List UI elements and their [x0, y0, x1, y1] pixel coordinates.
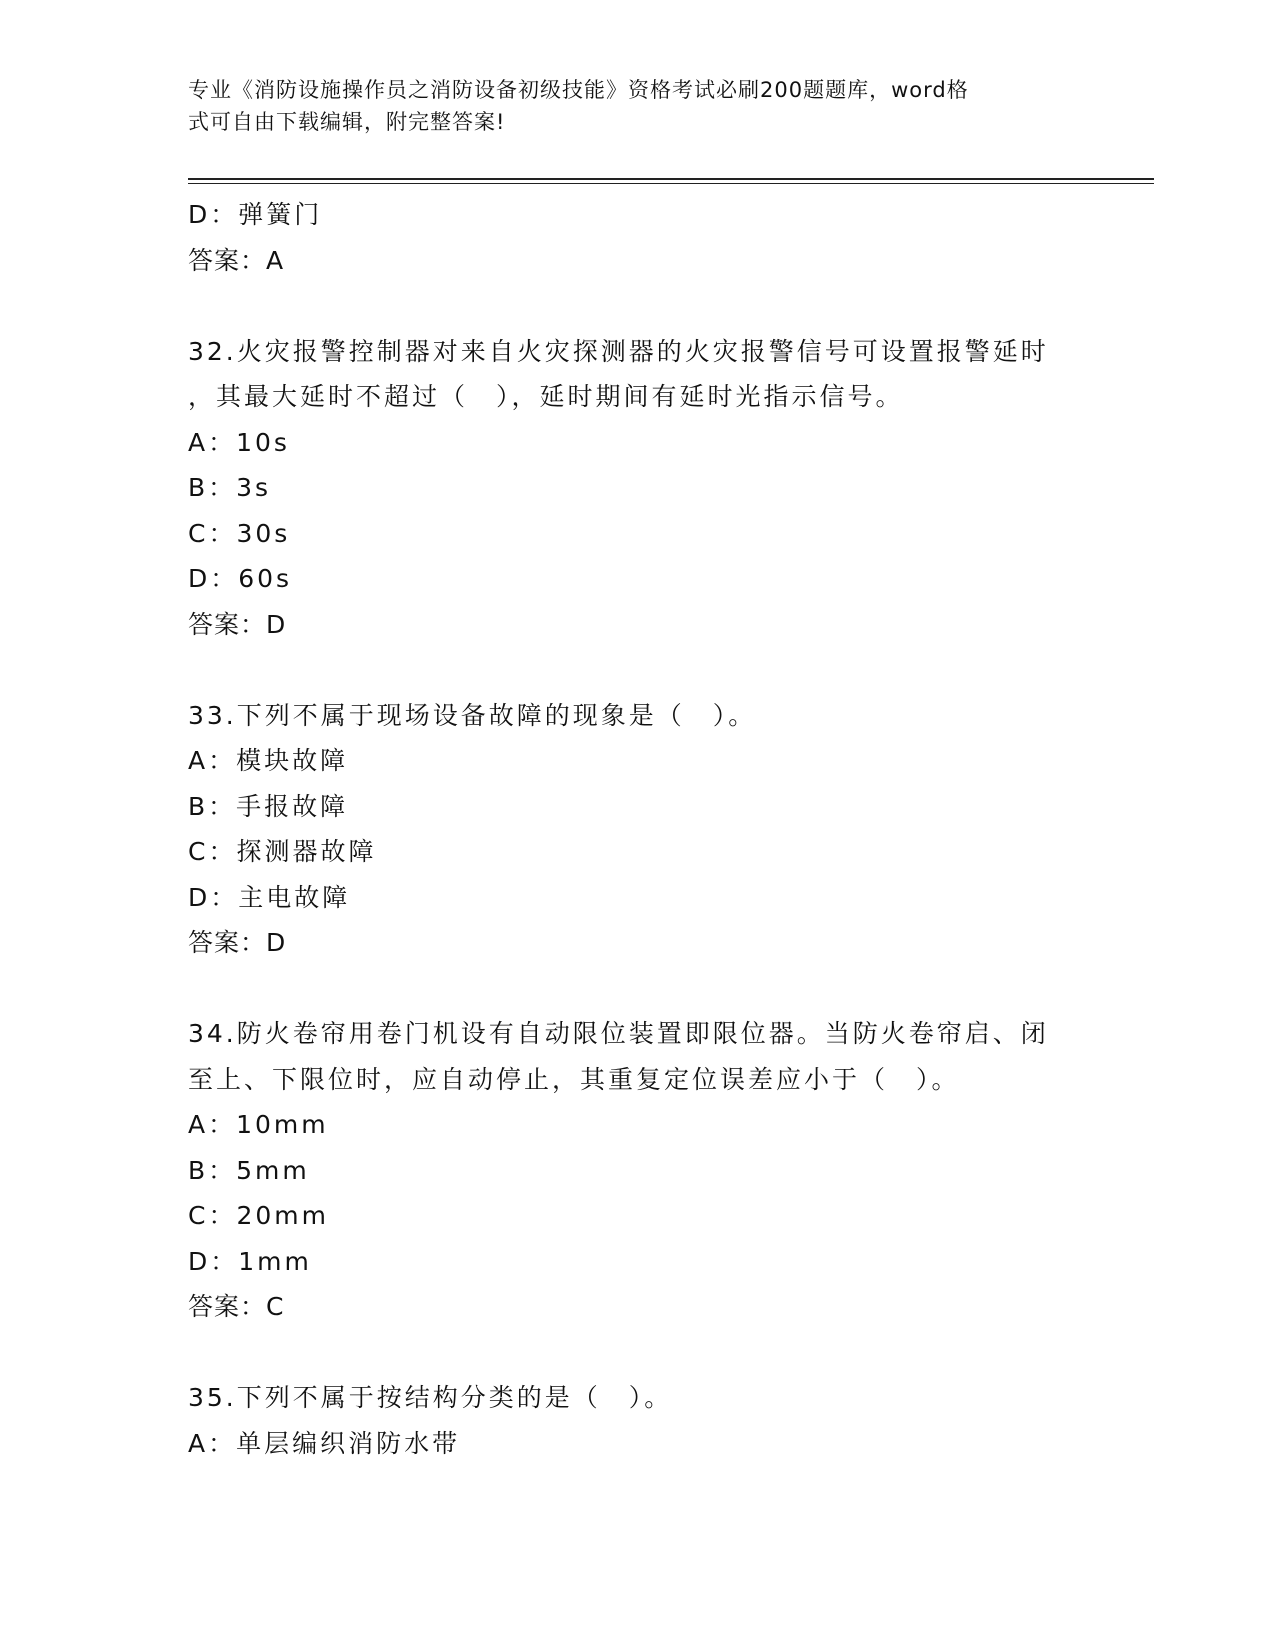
question-stem-line-1: 33.下列不属于现场设备故障的现象是（ ）。 — [188, 700, 757, 730]
spacer — [188, 966, 1088, 1012]
option-d: D：主电故障 — [188, 882, 351, 912]
answer-line: 答案：C — [188, 1292, 285, 1321]
prev-question-tail — [188, 192, 1088, 283]
question-35 — [188, 1375, 1088, 1466]
question-list — [188, 192, 1088, 1466]
document-header — [188, 74, 1068, 138]
option-b: B：手报故障 — [188, 791, 349, 821]
option-a: A：模块故障 — [188, 746, 349, 775]
question-32 — [188, 329, 1088, 648]
question-stem-line-2: 至上、下限位时，应自动停止，其重复定位误差应小于（ ）。 — [188, 1064, 960, 1094]
question-34 — [188, 1011, 1088, 1330]
question-stem-line-2: ，其最大延时不超过（ ），延时期间有延时光指示信号。 — [188, 382, 904, 411]
question-stem-line-1: 32.火灾报警控制器对来自火灾探测器的火灾报警信号可设置报警延时 — [188, 336, 1049, 366]
option-c: C：探测器故障 — [188, 837, 377, 866]
option-d: D：弹簧门 — [188, 200, 323, 229]
spacer — [188, 647, 1088, 693]
header-line-2: 式可自由下载编辑，附完整答案! — [188, 110, 506, 134]
header-rule-thick — [188, 178, 1154, 180]
spacer — [188, 1330, 1088, 1376]
spacer — [188, 283, 1088, 329]
option-b: B：3s — [188, 473, 272, 502]
option-a: A：10s — [188, 427, 290, 457]
option-d: D：60s — [188, 564, 293, 593]
answer-line: 答案：D — [188, 609, 287, 639]
answer-line: 答案：A — [188, 245, 285, 275]
option-d: D：1mm — [188, 1246, 312, 1276]
option-b: B：5mm — [188, 1155, 310, 1185]
question-stem-line-1: 34.防火卷帘用卷门机设有自动限位装置即限位器。当防火卷帘启、闭 — [188, 1019, 1049, 1048]
option-c: C：20mm — [188, 1201, 329, 1230]
header-line-1: 专业《消防设施操作员之消防设备初级技能》资格考试必刷200题题库，word格 — [188, 78, 969, 102]
header-rule-thin — [188, 183, 1154, 184]
option-c: C：30s — [188, 518, 291, 548]
question-33 — [188, 693, 1088, 966]
answer-line: 答案：D — [188, 928, 287, 957]
question-stem-line-1: 35.下列不属于按结构分类的是（ ）。 — [188, 1383, 673, 1412]
option-a: A：单层编织消防水带 — [188, 1428, 461, 1458]
option-a: A：10mm — [188, 1110, 329, 1139]
